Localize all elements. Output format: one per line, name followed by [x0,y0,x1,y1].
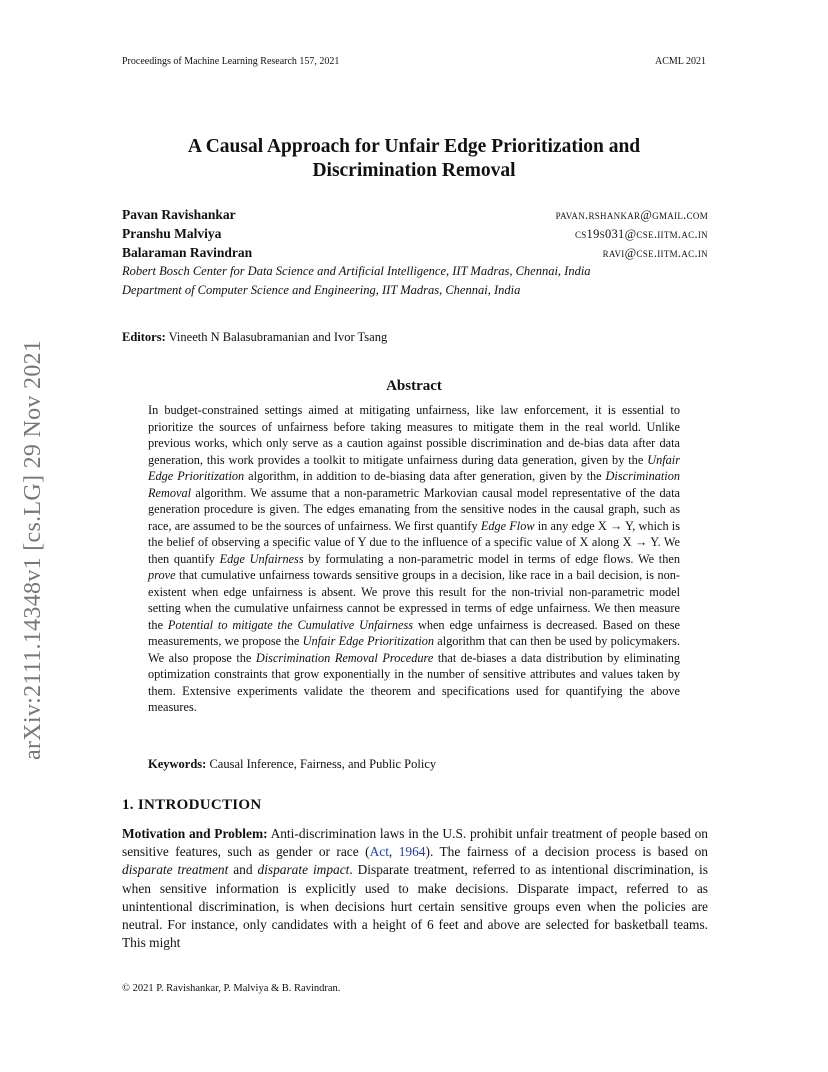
section-heading: 1. INTRODUCTION [122,797,262,813]
editors-names: Vineeth N Balasubramanian and Ivor Tsang [168,330,388,344]
running-header-right: ACML 2021 [654,56,706,67]
intro-emphasis: disparate impact [257,862,350,878]
author-name: Pranshu Malviya [122,226,222,241]
abstract-emphasis: Unfair Edge Prioritization [302,634,435,648]
editors-label: Editors: [122,330,166,344]
abstract-emphasis: Discrimination Removal [148,469,680,500]
affiliation: Department of Computer Science and Engineering, IIT Madras, Chennai, India [122,283,521,297]
abstract-emphasis: Edge Flow [480,518,535,533]
arxiv-sidestamp: arXiv:2111.14348v1 [cs.LG] 29 Nov 2021 [20,339,46,760]
author-row [122,207,708,226]
intro-emphasis: disparate treatment [122,862,229,878]
keywords-text: Causal Inference, Fairness, and Public Policy [209,757,437,771]
author-email[interactable]: cs19s031@cse.iitm.ac.in [574,227,708,241]
running-header-left: Proceedings of Machine Learning Research 157, 2021 [122,56,340,67]
citation-link[interactable]: Act [369,844,389,860]
abstract-emphasis: Unfair Edge Prioritization [148,452,680,483]
keywords-line [148,757,436,772]
abstract-emphasis: Edge Unfairness [219,551,304,566]
abstract-body: In budget-constrained settings aimed at mitigating unfairness, like law enforcement, it is essential to prioritize the sources of unfairness before taking measures to mitigate them in the real world. Unlike previous works, which only serve as a caution against possible discrimination and de-bias data after data generation, this work provides a toolkit to mitigate unfairness during data generation, given by the Unfair Edge Prioritization algorithm, in addition to de-biasing data after generation, given by the Discrimination Removal algorithm. We assume that a non-parametric Markovian causal model representative of the data generation procedure is given. The edges emanating from the sensitive nodes in the causal graph, such as race, are assumed to be the sources of unfairness. We first quantify Edge Flow in any edge X → Y, which is the belief of observing a specific value of Y due to the influence of a specific value of X along X → Y. We then quantify Edge Unfairness by formulating a non-parametric model in terms of edge flows. We then prove that cumulative unfairness towards sensitive groups in a decision, like race in a bail decision, is non-existent when edge unfairness is absent. We prove this result for the non-trivial non-parametric model setting when the cumulative unfairness cannot be expressed in terms of edge unfairness. We then measure the Potential to mitigate the Cumulative Unfairness when edge unfairness is decreased. Based on these measurements, we propose the Unfair Edge Prioritization algorithm that can then be used by policymakers. We also propose the Discrimination Removal Procedure that de-biases a data distribution by eliminating optimization constraints that grow exponentially in the number of sensitive attributes and values taken by them. Extensive experiments validate the theorem and specifications used for quantifying the above measures. [148,403,681,714]
author-name: Pavan Ravishankar [122,207,236,222]
citation-year-link[interactable]: 1964 [398,844,426,860]
abstract-heading: Abstract [386,378,442,394]
paper-title [0,135,828,183]
editors-line [122,330,387,345]
paragraph-label: Motivation and Problem: [122,826,268,841]
author-block [122,207,708,302]
author-row [122,226,708,245]
abstract-emphasis: prove [148,568,176,582]
abstract-emphasis: Discrimination Removal Procedure [255,650,434,665]
copyright-footer: © 2021 P. Ravishankar, P. Malviya & B. Ravindran. [122,983,341,994]
title-line-1: A Causal Approach for Unfair Edge Prioritization and [187,136,641,157]
keywords-label: Keywords: [148,757,207,771]
author-row [122,245,708,264]
affiliation: Robert Bosch Center for Data Science and Artificial Intelligence, IIT Madras, Chennai, India [122,264,591,278]
intro-paragraph: Motivation and Problem: Anti-discrimination laws in the U.S. prohibit unfair treatment of people based on sensitive features, such as gender or race (Act, 1964). The fairness of a decision process is based on disparate treatment and disparate impact. Disparate treatment, referred to as intentional discrimination, is when sensitive information is explicitly used to make decisions. Disparate impact, referred to as unintentional discrimination, is when decisions hurt certain sensitive groups even when the policies are neutral. For instance, only candidates with a height of 6 feet and above are selected for basketball teams. This might [122,826,708,951]
author-email[interactable]: pavan.rshankar@gmail.com [555,208,708,222]
title-line-2: Discrimination Removal [312,160,516,181]
abstract-emphasis: Potential to mitigate the Cumulative Unfairness [167,617,414,632]
author-name: Balaraman Ravindran [122,245,253,260]
author-email[interactable]: ravi@cse.iitm.ac.in [602,246,708,260]
